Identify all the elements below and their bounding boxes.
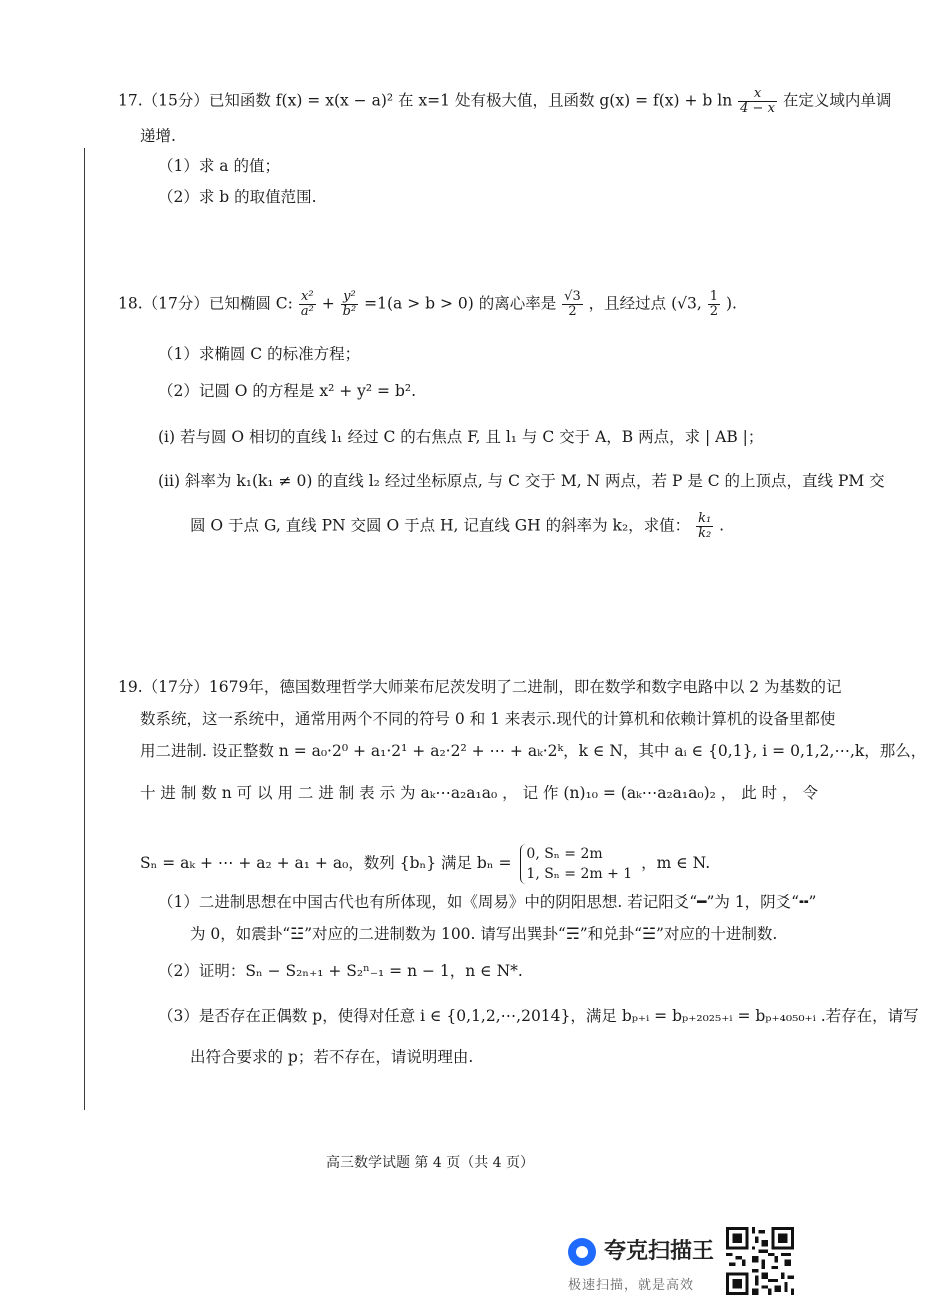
quark-logo-icon: [568, 1238, 596, 1266]
q17-part-2: （2）求 b 的取值范围.: [158, 188, 317, 206]
q19-stem-3: 用二进制. 设正整数 n = a₀·2⁰ + a₁·2¹ + a₂·2² + ⋯ + aₖ·2ᵏ，k ∈ N，其中 aᵢ ∈ {0,1}, i = 0,1,2,⋯,k，那么，: [140, 742, 926, 760]
q19-part-3: （3）是否存在正偶数 p，使得对任意 i ∈ {0,1,2,⋯,2014}，满足 bₚ₊ᵢ = bₚ₊₂₀₂₅₊ᵢ = bₚ₊₄₀₅₀₊ᵢ .若存在，请写: [158, 1007, 919, 1025]
q18-part-2: （2）记圆 O 的方程是 x² + y² = b².: [158, 382, 417, 400]
q19-stem-5: Sₙ = aₖ + ⋯ + a₂ + a₁ + a₀，数列 {bₙ} 满足 bₙ = 0, Sₙ = 2m 1, Sₙ = 2m + 1 ，m ∈ N.: [140, 846, 711, 882]
q18-part-1: （1）求椭圆 C 的标准方程；: [158, 345, 361, 363]
brand-slogan: 极速扫描，就是高效: [568, 1278, 695, 1293]
page-footer: 高三数学试题 第 4 页（共 4 页）: [325, 1155, 535, 1171]
q17-fraction: $\frac{x}{4 - x}$: [740, 86, 775, 116]
q19-part-1: （1）二进制思想在中国古代也有所体现，如《周易》中的阴阳思想. 若记阳爻“━”为 1，阴爻“╍”: [158, 893, 817, 911]
q17-stem: 17.（15分）已知函数 f(x) = x(x − a)² 在 x=1 处有极大值，且函数 g(x) = f(x) + b ln $\frac{x}{4 - x}$ 在定义域内单调: [118, 86, 892, 116]
q19-stem-2: 数系统，这一系统中，通常用两个不同的符号 0 和 1 来表示.现代的计算机和依赖计算机的设备里都使: [140, 710, 836, 728]
q19-part-2: （2）证明：Sₙ − S₂ₙ₊₁ + S₂ⁿ₋₁ = n − 1，n ∈ N*.: [158, 962, 523, 980]
q17-stem-cont: 递增.: [140, 127, 176, 145]
q18-fraction-y: $\frac{\text{y²}}{\text{b²}}$: [342, 289, 357, 319]
q17-text: 17.（15分）已知函数 f(x) = x(x − a)² 在 x=1 处有极大值，且函数 g(x) = f(x) + b ln: [118, 91, 733, 110]
q17-part-1: （1）求 a 的值；: [158, 157, 280, 175]
q18-part-2-ii-cont: 圆 O 于点 G, 直线 PN 交圆 O 于点 H, 记直线 GH 的斜率为 k₂，求值： $\frac{\text{k₁}}{\text{k₂}}$ .: [190, 511, 725, 541]
q18-part-2-ii: (ii) 斜率为 k₁(k₁ ≠ 0) 的直线 l₂ 经过坐标原点, 与 C 交于 M, N 两点，若 P 是 C 的上顶点，直线 PM 交: [158, 472, 885, 490]
q18-point-y: $\frac{1}{2}$: [709, 289, 719, 319]
q18-eccentricity: $\frac{√3}{2}$: [564, 289, 581, 319]
q18-part-2-i: (i) 若与圆 O 相切的直线 l₁ 经过 C 的右焦点 F, 且 l₁ 与 C 交于 A，B 两点，求 | AB |；: [158, 428, 764, 446]
q19-part-1-cont: 为 0，如震卦“☳”对应的二进制数为 100. 请写出巽卦“☴”和兑卦“☱”对应的十进制数.: [190, 925, 778, 943]
q18-ratio-fraction: $\frac{\text{k₁}}{\text{k₂}}$: [698, 511, 712, 541]
qr-code-icon: [726, 1227, 794, 1295]
q19-piecewise: 0, Sₙ = 2m 1, Sₙ = 2m + 1: [520, 844, 632, 884]
q19-stem-1: 19.（17分）1679年，德国数理哲学大师莱布尼茨发明了二进制，即在数学和数字电路中以 2 为基数的记: [118, 678, 842, 696]
q18-stem: 18.（17分）已知椭圆 C: $\frac{\text{x²}}{\text{a²}}$ + $\frac{\text{y²}}{\text{b²}}$ =1(a > b > 0) 的离心率是 $\frac{√3}{2}$ ，且经过点 (√3, $\frac{1}{2}$ ).: [118, 289, 737, 319]
brand-name: 夸克扫描王: [604, 1239, 715, 1264]
q19-stem-4: 十 进 制 数 n 可 以 用 二 进 制 表 示 为 aₖ⋯a₂a₁a₀ ， 记 作 (n)₁₀ = (aₖ⋯a₂a₁a₀)₂ ， 此 时 ， 令: [140, 784, 818, 802]
q19-part-3-cont: 出符合要求的 p；若不存在，请说明理由.: [190, 1048, 474, 1066]
binding-margin-line: [84, 148, 85, 1110]
q18-fraction-x: $\frac{\text{x²}}{\text{a²}}$: [300, 289, 314, 319]
